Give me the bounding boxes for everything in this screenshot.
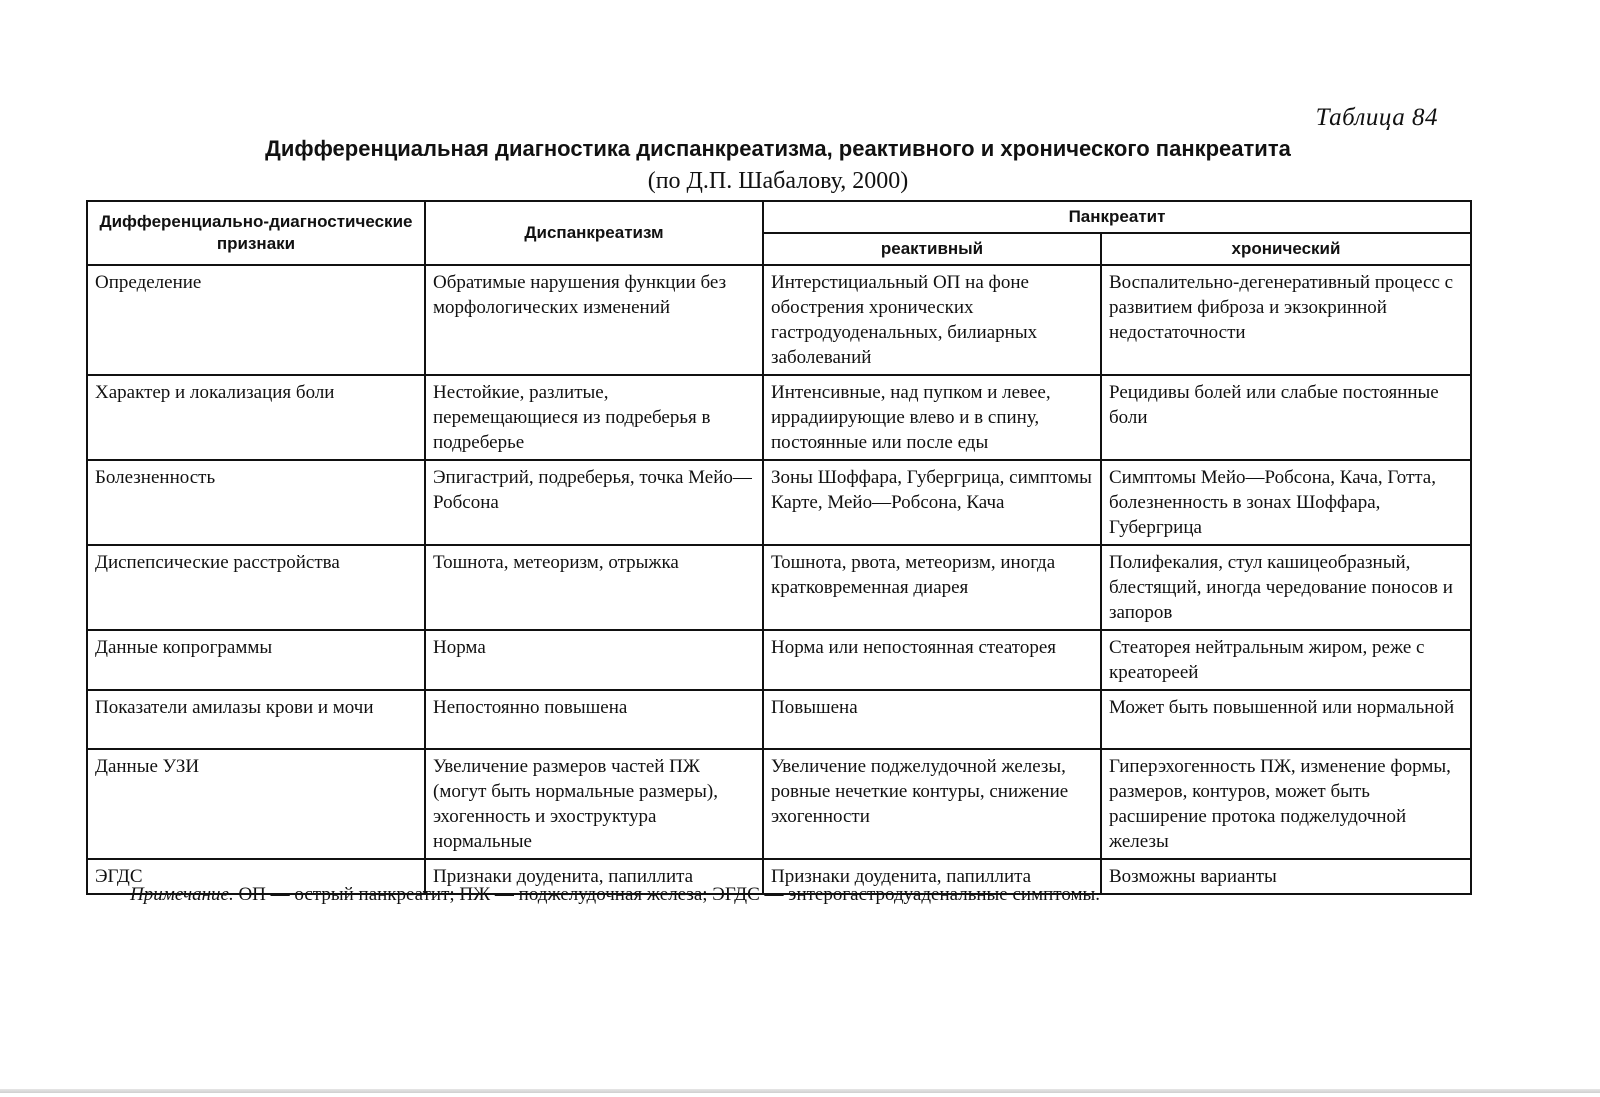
- dyspancreatism-cell: Нестойкие, разлитые, перемещающиеся из подреберья в подреберье: [425, 375, 763, 460]
- table-row: [87, 690, 1471, 749]
- chronic-cell: Возможны варианты: [1101, 859, 1471, 894]
- criterion-cell: ЭГДС: [87, 859, 425, 894]
- chronic-cell: Может быть повышенной или нормальной: [1101, 690, 1471, 749]
- criterion-cell: Данные УЗИ: [87, 749, 425, 859]
- header-row-1: [87, 201, 1471, 233]
- table-row: [87, 630, 1471, 690]
- chronic-cell: Рецидивы болей или слабые постоянные боли: [1101, 375, 1471, 460]
- dyspancreatism-cell: Эпигастрий, подреберья, точка Мейо—Робсона: [425, 460, 763, 545]
- table-row: [87, 460, 1471, 545]
- criterion-cell: Характер и локализация боли: [87, 375, 425, 460]
- table-footnote: [130, 884, 1100, 906]
- header-dyspancreatism: Диспанкреатизм: [425, 201, 763, 265]
- footnote-label: Примечание.: [130, 884, 234, 905]
- criterion-cell: Показатели амилазы крови и мочи: [87, 690, 425, 749]
- criterion-cell: Диспепсические расстройства: [87, 545, 425, 630]
- reactive-cell: Признаки доуденита, папиллита: [763, 859, 1101, 894]
- chronic-cell: Симптомы Мейо—Робсона, Кача, Готта, болезненность в зонах Шоффара, Губергрица: [1101, 460, 1471, 545]
- header-chronic: хронический: [1101, 233, 1471, 265]
- reactive-cell: Увеличение поджелудочной железы, ровные нечеткие контуры, снижение эхогенности: [763, 749, 1101, 859]
- diagnostics-table: [86, 200, 1472, 895]
- dyspancreatism-cell: Тошнота, метеоризм, отрыжка: [425, 545, 763, 630]
- table-number-label: Таблица 84: [1315, 104, 1438, 131]
- table-body: [87, 265, 1471, 894]
- table-row: [87, 375, 1471, 460]
- criterion-cell: Определение: [87, 265, 425, 375]
- table-subtitle: (по Д.П. Шабалову, 2000): [647, 168, 909, 194]
- dyspancreatism-cell: Увеличение размеров частей ПЖ (могут быть нормальные размеры), эхогенность и эхоструктура нормальные: [425, 749, 763, 859]
- dyspancreatism-cell: Признаки доуденита, папиллита: [425, 859, 763, 894]
- table-row: [87, 749, 1471, 859]
- dyspancreatism-cell: Норма: [425, 630, 763, 690]
- chronic-cell: Полифекалия, стул кашицеобразный, блестящий, иногда чередование поносов и запоров: [1101, 545, 1471, 630]
- header-criteria: Дифференциально-диагностические признаки: [87, 201, 425, 265]
- dyspancreatism-cell: Непостоянно повышена: [425, 690, 763, 749]
- chronic-cell: Стеаторея нейтральным жиром, реже с креатореей: [1101, 630, 1471, 690]
- header-pancreatitis: Панкреатит: [763, 201, 1471, 233]
- table-title: Дифференциальная диагностика диспанкреатизма, реактивного и хронического панкреатита: [265, 136, 1291, 161]
- reactive-cell: Повышена: [763, 690, 1101, 749]
- scan-edge-divider: [0, 1089, 1600, 1093]
- reactive-cell: Интерстициальный ОП на фоне обострения хронических гастродуоденальных, билиарных заболеваний: [763, 265, 1101, 375]
- criterion-cell: Данные копрограммы: [87, 630, 425, 690]
- dyspancreatism-cell: Обратимые нарушения функции без морфологических изменений: [425, 265, 763, 375]
- footnote-text: ОП — острый панкреатит; ПЖ — поджелудочная железа; ЭГДС — энтерогастродуаденальные симптомы.: [238, 884, 1101, 905]
- chronic-cell: Воспалительно-дегенеративный процесс с развитием фиброза и экзокринной недостаточности: [1101, 265, 1471, 375]
- table-row: [87, 265, 1471, 375]
- criterion-cell: Болезненность: [87, 460, 425, 545]
- chronic-cell: Гиперэхогенность ПЖ, изменение формы, размеров, контуров, может быть расширение протока поджелудочной железы: [1101, 749, 1471, 859]
- reactive-cell: Норма или непостоянная стеаторея: [763, 630, 1101, 690]
- table-header: [87, 201, 1471, 265]
- header-reactive: реактивный: [763, 233, 1101, 265]
- reactive-cell: Тошнота, рвота, метеоризм, иногда кратковременная диарея: [763, 545, 1101, 630]
- reactive-cell: Зоны Шоффара, Губергрица, симптомы Карте, Мейо—Робсона, Кача: [763, 460, 1101, 545]
- reactive-cell: Интенсивные, над пупком и левее, иррадиирующие влево и в спину, постоянные или после еды: [763, 375, 1101, 460]
- table-row: [87, 545, 1471, 630]
